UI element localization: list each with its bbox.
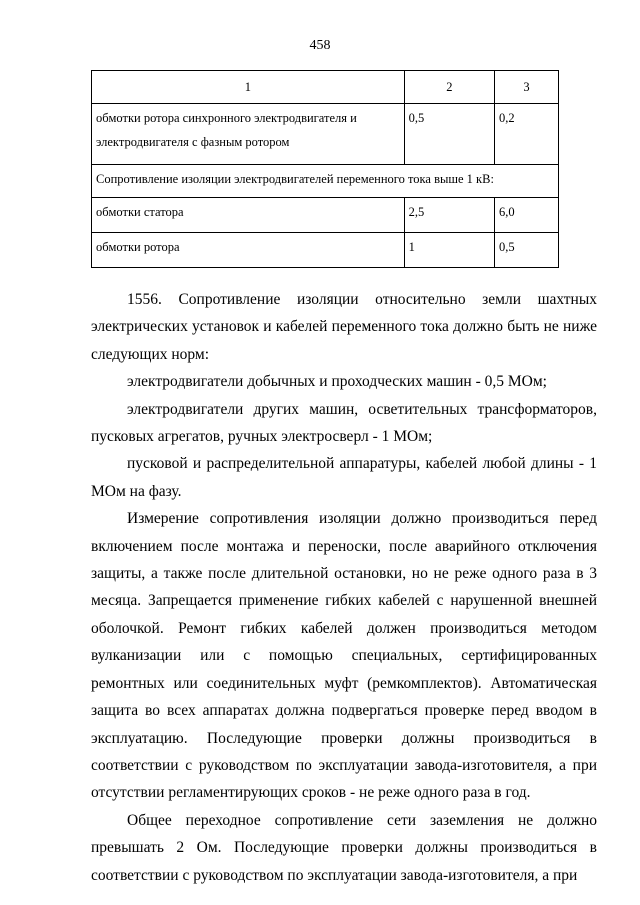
insulation-table (91, 70, 559, 268)
table-cell: обмотки статора (92, 198, 405, 233)
table-cell: обмотки ротора (92, 233, 405, 268)
table-section-heading: Сопротивление изоляции электродвигателей переменного тока выше 1 кВ: (92, 165, 559, 198)
table-cell: 0,5 (494, 233, 558, 268)
table-row (92, 104, 559, 165)
table-cell: 0,5 (404, 104, 494, 165)
paragraph: Общее переходное сопротивление сети заземления не должно превышать 2 Ом. Последующие проверки должны производиться в соответствии с руководством по эксплуатации завода-изготовителя, а при (91, 811, 597, 884)
table-cell: 2,5 (404, 198, 494, 233)
paragraph: пусковой и распределительной аппаратуры, кабелей любой длины - 1 МОм на фазу. (91, 455, 597, 500)
paragraph: электродвигатели других машин, осветительных трансформаторов, пусковых агрегатов, ручных электросверл - 1 МОм; (91, 400, 597, 446)
table-cell: обмотки ротора синхронного электродвигателя и электродвигателя с фазным ротором (92, 104, 405, 165)
paragraph: 1556. Сопротивление изоляции относительно земли шахтных электрических установок и кабелей переменного тока должно быть не ниже следующих норм: (91, 291, 597, 363)
table-row (92, 165, 559, 198)
body-text (91, 286, 597, 889)
paragraph: электродвигатели добычных и проходческих машин - 0,5 МОм; (127, 373, 547, 391)
table-cell: 6,0 (494, 198, 558, 233)
table-header-row (92, 71, 559, 104)
table-row (92, 233, 559, 268)
paragraph: Измерение сопротивления изоляции должно производиться перед включением после монтажа и переноски, после аварийного отключения защиты, а также после длительной остановки, но не реже одного раза в 3 месяца. Запрещается применение гибких кабелей с нарушенной внешней оболочкой. Ремонт гибких кабелей должен производиться методом вулканизации или с помощью специальных, сертифицированных ремонтных или соединительных муфт (ремкомплектов). Автоматическая защита во всех аппаратах должна подвергаться проверке перед вводом в эксплуатацию. Последующие проверки должны производиться в соответствии с руководством по эксплуатации завода-изготовителя, а при отсутствии регламентирующих сроков - не реже одного раза в год. (91, 510, 597, 802)
table-cell: 1 (404, 233, 494, 268)
table-header-cell: 2 (404, 71, 494, 104)
table-header-cell: 1 (92, 71, 405, 104)
table-cell: 0,2 (494, 104, 558, 165)
page-number: 458 (309, 38, 331, 53)
table-header-cell: 3 (494, 71, 558, 104)
table-row (92, 198, 559, 233)
